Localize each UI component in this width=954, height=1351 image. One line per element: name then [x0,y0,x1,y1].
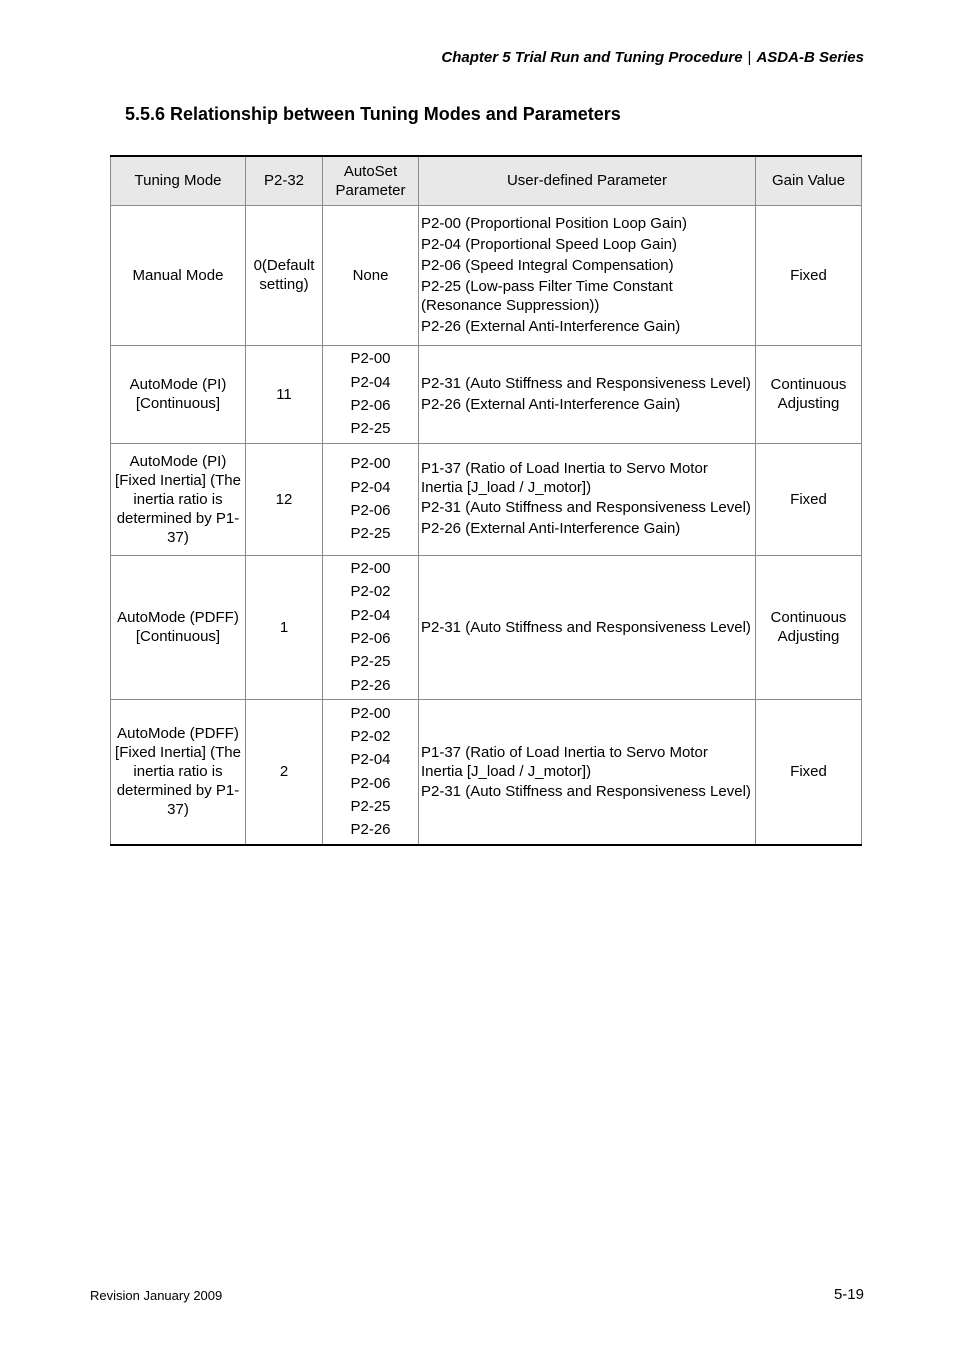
table-header-row [111,156,862,205]
column-header: AutoSet Parameter [323,156,419,205]
autoset-item: P2-06 [350,397,391,414]
autoset-item: P2-04 [350,606,391,624]
table-row [111,443,862,555]
gain-value-cell: Continuous Adjusting [756,555,862,699]
user-param: P2-04 (Proportional Speed Loop Gain) [421,236,677,253]
autoset-item: P2-25 [350,420,391,438]
tuning-mode-cell: Manual Mode [111,205,246,345]
autoset-item: P2-26 [350,821,391,839]
page-number: 5-19 [833,1286,864,1303]
autoset-item: P2-06 [350,502,391,519]
autoset-item: P2-25 [350,525,391,543]
p2-32-cell: 11 [246,345,323,443]
autoset-item: P2-00 [350,350,391,368]
autoset-cell [323,555,419,699]
autoset-item: P2-00 [350,560,391,578]
page-header [441,49,864,66]
revision-note: Revision January 2009 [90,1288,223,1303]
autoset-item: P2-04 [350,373,391,391]
autoset-item: P2-02 [350,728,391,746]
table-row [111,345,862,443]
table-row [111,699,862,845]
user-defined-cell [419,699,756,845]
user-param: P2-31 (Auto Stiffness and Responsiveness Level) [421,499,751,516]
user-defined-cell [419,443,756,555]
autoset-item: P2-00 [350,704,391,722]
user-param: P2-26 (External Anti-Interference Gain) [421,520,681,537]
gain-value-cell: Fixed [756,443,862,555]
series-name: ASDA-B Series [756,49,864,66]
user-param: P2-25 (Low-pass Filter Time Constant (Resonance Suppression)) [421,278,673,314]
user-param: P1-37 (Ratio of Load Inertia to Servo Motor Inertia [J_load / J_motor]) [421,460,708,496]
autoset-item: P2-06 [350,630,391,647]
user-defined-cell [419,555,756,699]
autoset-item: P2-04 [350,751,391,769]
autoset-cell [323,205,419,345]
gain-value-cell: Fixed [756,699,862,845]
user-param: P2-26 (External Anti-Interference Gain) [421,395,681,413]
autoset-item: P2-04 [350,478,391,496]
gain-value-cell: Fixed [756,205,862,345]
user-defined-cell [419,345,756,443]
p2-32-cell: 2 [246,699,323,845]
user-param: P1-37 (Ratio of Load Inertia to Servo Motor Inertia [J_load / J_motor]) [421,743,708,780]
section-title: 5.5.6 Relationship between Tuning Modes and Parameters [125,104,621,124]
user-defined-cell [419,205,756,345]
p2-32-cell: 12 [246,443,323,555]
column-header: User-defined Parameter [419,156,756,205]
user-param: P2-31 (Auto Stiffness and Responsiveness Level) [421,618,751,636]
autoset-item: P2-25 [350,653,391,671]
autoset-item: P2-25 [350,798,391,816]
user-param: P2-26 (External Anti-Interference Gain) [421,318,681,335]
tuning-mode-cell: AutoMode (PDFF) [Continuous] [111,555,246,699]
column-header: Gain Value [756,156,862,205]
tuning-mode-cell: AutoMode (PI) [Fixed Inertia] (The inertia ratio is determined by P1-37) [111,443,246,555]
header-separator: | [747,49,752,66]
autoset-item: P2-06 [350,774,391,792]
tuning-mode-cell: AutoMode (PDFF) [Fixed Inertia] (The inertia ratio is determined by P1-37) [111,699,246,845]
user-param: P2-31 (Auto Stiffness and Responsiveness Level) [421,374,751,392]
autoset-cell [323,345,419,443]
autoset-item: P2-00 [350,455,391,473]
tuning-modes-table [110,155,862,846]
autoset-item: P2-02 [350,583,391,601]
table-row [111,205,862,345]
gain-value-cell: Continuous Adjusting [756,345,862,443]
autoset-cell [323,699,419,845]
user-param: P2-00 (Proportional Position Loop Gain) [421,215,687,232]
tuning-mode-cell: AutoMode (PI) [Continuous] [111,345,246,443]
column-header: Tuning Mode [111,156,246,205]
user-param: P2-31 (Auto Stiffness and Responsiveness Level) [421,782,751,800]
autoset-item: P2-26 [350,676,391,694]
chapter-title: Chapter 5 Trial Run and Tuning Procedure [441,49,743,66]
user-param: P2-06 (Speed Integral Compensation) [421,257,674,274]
p2-32-cell: 0(Default setting) [246,205,323,345]
p2-32-cell: 1 [246,555,323,699]
autoset-item: None [352,266,389,284]
autoset-cell [323,443,419,555]
table-row [111,555,862,699]
column-header: P2-32 [246,156,323,205]
